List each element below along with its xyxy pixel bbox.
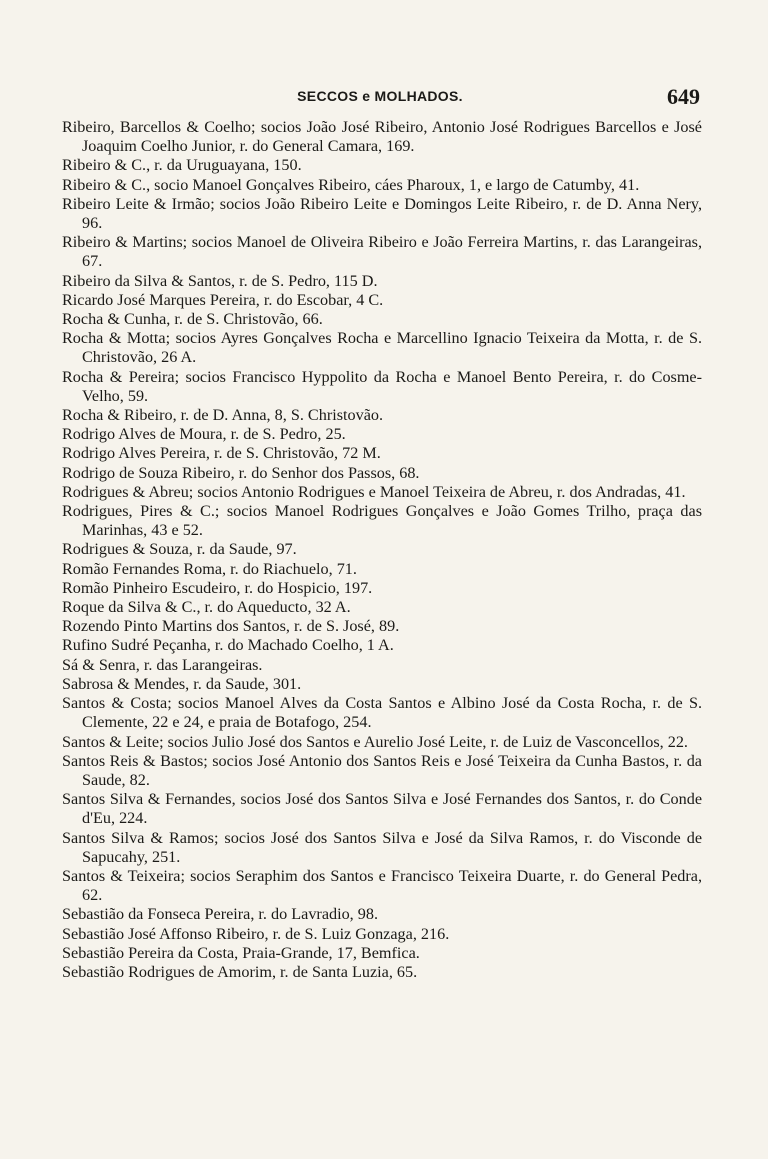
directory-entry: Rodrigues & Souza, r. da Saude, 97. [62, 540, 297, 559]
page-header [60, 84, 700, 114]
directory-entry: Sebastião Rodrigues de Amorim, r. de Santa Luzia, 65. [62, 962, 418, 981]
section-title: SECCOS e MOLHADOS. [297, 88, 463, 104]
directory-entry: Rocha & Motta; socios Ayres Gonçalves Rocha e Marcellino Ignacio Teixeira da Motta, r. de S. Christovão, 26 A. [62, 329, 702, 367]
directory-entry: Sebastião da Fonseca Pereira, r. do Lavradio, 98. [62, 905, 379, 924]
directory-entry: Santos & Leite; socios Julio José dos Santos e Aurelio José Leite, r. de Luiz de Vasconcellos, 22. [62, 732, 688, 751]
directory-entries [62, 118, 702, 982]
directory-entry: Rodrigues & Abreu; socios Antonio Rodrigues e Manoel Teixeira de Abreu, r. dos Andradas, 41. [62, 482, 686, 501]
directory-entry: Ribeiro, Barcellos & Coelho; socios João José Ribeiro, Antonio José Rodrigues Barcellos e José Joaquim Coelho Junior, r. do General Camara, 169. [62, 118, 702, 156]
directory-entry: Ricardo José Marques Pereira, r. do Escobar, 4 C. [62, 290, 384, 309]
page-number: 649 [667, 84, 700, 109]
directory-entry: Rodrigo Alves de Moura, r. de S. Pedro, 25. [62, 425, 346, 444]
directory-entry: Ribeiro & C., r. da Uruguayana, 150. [62, 156, 302, 175]
directory-entry: Sebastião Pereira da Costa, Praia-Grande, 17, Bemfica. [62, 943, 420, 962]
directory-entry: Santos & Teixeira; socios Seraphim dos Santos e Francisco Teixeira Duarte, r. do General Pedra, 62. [62, 866, 702, 905]
directory-entry: Rodrigo Alves Pereira, r. de S. Christovão, 72 M. [62, 444, 381, 463]
directory-entry: Rodrigues, Pires & C.; socios Manoel Rodrigues Gonçalves e João Gomes Trilho, praça das Marinhas, 43 e 52. [62, 502, 702, 540]
directory-entry: Ribeiro & Martins; socios Manoel de Oliveira Ribeiro e João Ferreira Martins, r. das Larangeiras, 67. [62, 233, 702, 271]
directory-entry: Santos Silva & Fernandes, socios José dos Santos Silva e José Fernandes dos Santos, r. do Conde d'Eu, 224. [62, 790, 702, 828]
directory-entry: Romão Pinheiro Escudeiro, r. do Hospicio, 197. [62, 578, 373, 597]
directory-entry: Sá & Senra, r. das Larangeiras. [62, 655, 263, 674]
directory-entry: Sebastião José Affonso Ribeiro, r. de S. Luiz Gonzaga, 216. [62, 924, 450, 943]
directory-entry: Sabrosa & Mendes, r. da Saude, 301. [62, 674, 302, 693]
directory-entry: Roque da Silva & C., r. do Aqueducto, 32 A. [62, 598, 351, 617]
directory-entry: Santos & Costa; socios Manoel Alves da Costa Santos e Albino José da Costa Rocha, r. de S. Clemente, 22 e 24, e praia de Botafogo, 254. [62, 694, 702, 732]
directory-entry: Rocha & Pereira; socios Francisco Hyppolito da Rocha e Manoel Bento Pereira, r. do Cosme-Velho, 59. [62, 367, 702, 405]
directory-entry: Santos Silva & Ramos; socios José dos Santos Silva e José da Silva Ramos, r. do Visconde de Sapucahy, 251. [62, 828, 702, 866]
directory-entry: Rozendo Pinto Martins dos Santos, r. de S. José, 89. [62, 617, 400, 636]
directory-entry: Ribeiro Leite & Irmão; socios João Ribeiro Leite e Domingos Leite Ribeiro, r. de D. Anna Nery, 96. [62, 194, 702, 233]
directory-entry: Romão Fernandes Roma, r. do Riachuelo, 71. [62, 559, 357, 578]
directory-entry: Rocha & Cunha, r. de S. Christovão, 66. [62, 310, 323, 329]
directory-entry: Ribeiro da Silva & Santos, r. de S. Pedro, 115 D. [62, 271, 378, 290]
directory-entry: Santos Reis & Bastos; socios José Antonio dos Santos Reis e José Teixeira da Cunha Bastos, r. da Saude, 82. [62, 751, 702, 789]
directory-entry: Rufino Sudré Peçanha, r. do Machado Coelho, 1 A. [62, 636, 394, 655]
directory-entry: Ribeiro & C., socio Manoel Gonçalves Ribeiro, cáes Pharoux, 1, e largo de Catumby, 41. [62, 175, 640, 194]
directory-entry: Rodrigo de Souza Ribeiro, r. do Senhor dos Passos, 68. [62, 463, 420, 482]
directory-entry: Rocha & Ribeiro, r. de D. Anna, 8, S. Christovão. [62, 406, 384, 425]
